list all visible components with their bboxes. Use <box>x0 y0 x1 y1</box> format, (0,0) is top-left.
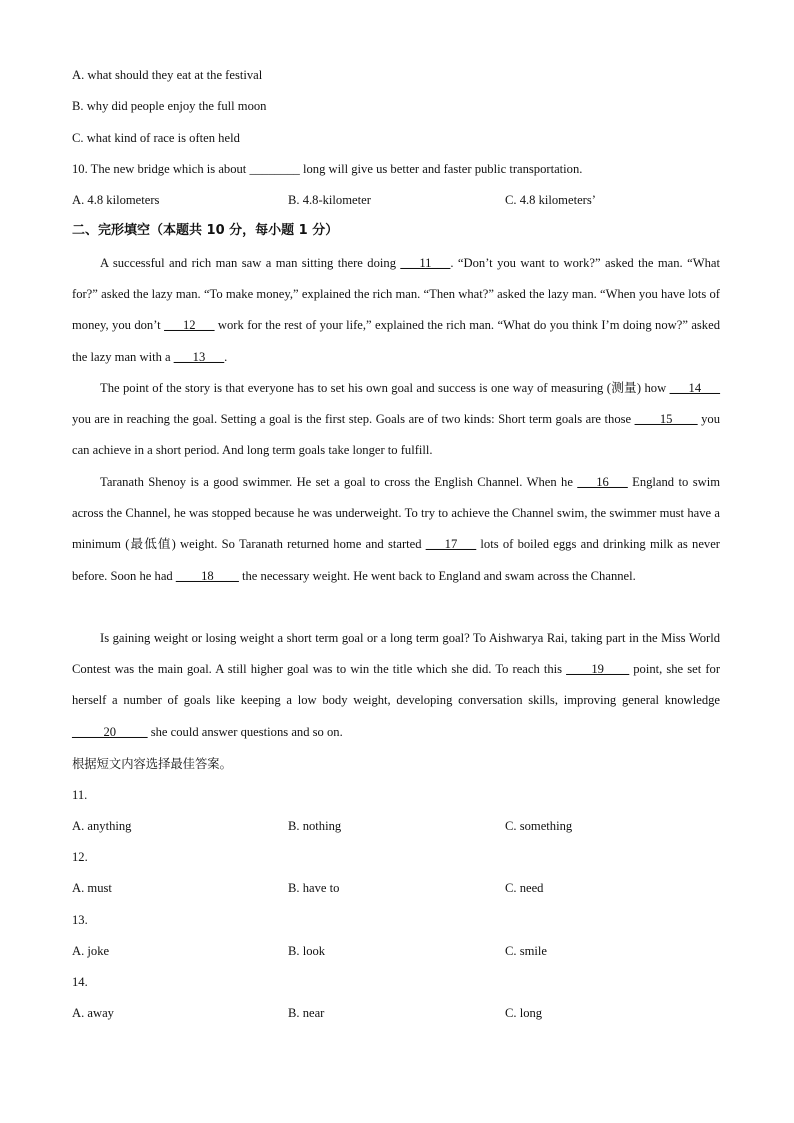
p3-text-2: England to swim across the Channel, he was stopped because he was underweight. To try to achieve the Channel swim, the swimmer must have a minimum (最低值) weight. So Taranath returned home and started <box>72 475 720 552</box>
q10-blank: ________ <box>249 162 300 176</box>
passage-paragraph-1 <box>72 248 720 373</box>
p4-text-1: Is gaining weight or losing weight a short term goal or a long term goal? To Aishwarya Rai, taking part in the Miss World Contest was the main goal. A still higher goal was to win the title which she did. To reach this <box>72 631 720 677</box>
q10-option-a: A. 4.8 kilometers <box>72 193 160 207</box>
blank-12: ___12___ <box>164 318 215 333</box>
q11-option-c: C. something <box>505 819 573 833</box>
question-13-options <box>72 942 722 960</box>
blank-15: ____15____ <box>634 412 698 427</box>
p1-text-3: work for the rest of your life,” explained the rich man. “What do you think I’m doing now?” asked the lazy man with a <box>72 318 720 364</box>
blank-16: ___16___ <box>577 475 628 489</box>
blank-20: _____20_____ <box>72 724 148 739</box>
q12-option-c: C. need <box>505 881 544 895</box>
question-14-options <box>72 1004 722 1022</box>
p2-text-2: you are in reaching the goal. Setting a goal is the first step. Goals are of two kinds: Short term goals are those <box>72 412 635 427</box>
passage-paragraph-2 <box>72 373 720 467</box>
question-12-options <box>72 879 722 897</box>
q10-stem-pre: 10. The new bridge which is about <box>72 162 250 176</box>
p4-text-2: point, she set for herself a number of goals like keeping a low body weight, developing conversation skills, improving general knowledge <box>72 662 721 708</box>
p2-text-1: The point of the story is that everyone has to set his own goal and success is one way of measuring (测量) how <box>100 381 670 395</box>
p3-text-4: the necessary weight. He went back to England and swam across the Channel. <box>238 568 636 583</box>
q14-option-a: A. away <box>72 1006 114 1020</box>
question-11-number: 11. <box>72 788 88 802</box>
p4-text-3: she could answer questions and so on. <box>147 724 343 739</box>
q11-option-b: B. nothing <box>288 819 342 833</box>
p1-text-4: . <box>224 349 228 364</box>
blank-14: ___14___ <box>669 381 720 395</box>
question-14-number: 14. <box>72 975 88 989</box>
p3-text-1: Taranath Shenoy is a good swimmer. He set a goal to cross the English Channel. When he <box>100 475 578 489</box>
q12-option-b: B. have to <box>288 881 340 895</box>
blank-11: ___11___ <box>400 256 451 270</box>
blank-19: ____19____ <box>566 662 630 677</box>
question-12-number: 12. <box>72 850 88 864</box>
q11-option-a: A. anything <box>72 819 132 833</box>
blank-17: ___17___ <box>425 537 477 552</box>
instruction-text: 根据短文内容选择最佳答案。 <box>72 757 232 771</box>
option-a-q9: A. what should they eat at the festival <box>72 68 263 82</box>
question-11-options <box>72 817 722 835</box>
q13-option-c: C. smile <box>505 944 547 958</box>
q12-option-a: A. must <box>72 881 112 895</box>
blank-18: ____18____ <box>175 568 239 583</box>
p1-text-1: A successful and rich man saw a man sitting there doing <box>100 256 401 270</box>
p3-text-3: lots of boiled eggs and drinking milk as never before. Soon he had <box>72 537 720 583</box>
q10-option-b: B. 4.8-kilometer <box>288 193 371 207</box>
q10-stem-post: long will give us better and faster public transportation. <box>299 162 583 176</box>
section-title: 二、完形填空（本题共 10 分，每小题 1 分） <box>72 223 339 238</box>
q14-option-b: B. near <box>288 1006 325 1020</box>
question-10-stem <box>72 160 582 178</box>
passage-paragraph-3 <box>72 467 720 592</box>
q14-option-c: C. long <box>505 1006 543 1020</box>
q13-option-a: A. joke <box>72 944 110 958</box>
passage-paragraph-4 <box>72 623 720 748</box>
p1-text-2: . “Don’t you want to work?” asked the man. “What for?” asked the lazy man. “To make money,” explained the rich man. “Then what?” asked the lazy man. “When you have lots of money, you don’t <box>72 256 720 333</box>
question-13-number: 13. <box>72 913 88 927</box>
option-b-q9: B. why did people enjoy the full moon <box>72 99 267 113</box>
q10-option-c: C. 4.8 kilometers’ <box>505 193 596 207</box>
q13-option-b: B. look <box>288 944 326 958</box>
p2-text-3: you can achieve in a short period. And long term goals take longer to fulfill. <box>72 412 720 458</box>
option-c-q9: C. what kind of race is often held <box>72 131 240 145</box>
blank-13: ___13___ <box>173 349 225 364</box>
question-10-options <box>72 191 722 209</box>
